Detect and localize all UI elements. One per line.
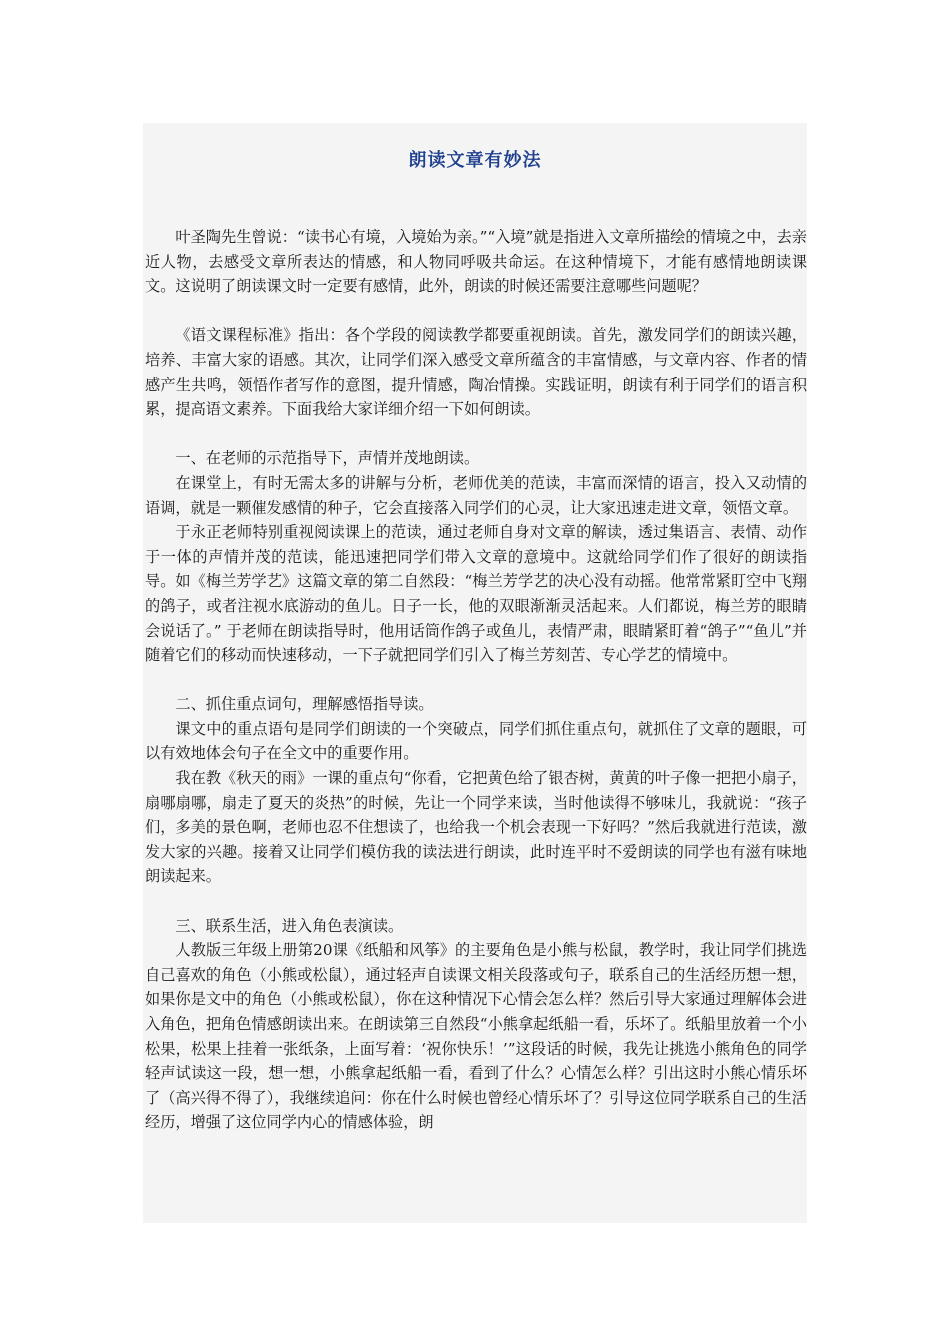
paragraph-spacer [145, 299, 807, 324]
paragraph: 于永正老师特别重视阅读课上的范读，通过老师自身对文章的解读，透过集语言、表情、动作于一体的声情并茂的范读，能迅速把同学们带入文章的意境中。这就给同学们作了很好的朗读指导。如《梅兰芳学艺》这篇文章的第二自然段：“梅兰芳学艺的决心没有动摇。他常常紧盯空中飞翔的鸽子，或者注视水底游动的鱼儿。日子一长，他的双眼渐渐灵活起来。人们都说，梅兰芳的眼睛会说话了。” 于老师在朗读指导时，他用话筒作鸽子或鱼儿，表情严肃，眼睛紧盯着“鸽子”“鱼儿”并随着它们的移动而快速移动，一下子就把同学们引入了梅兰芳刻苦、专心学艺的情境中。 [145, 523, 807, 665]
document-title: 朗读文章有妙法 [408, 150, 542, 171]
section-heading-2: 二、抓住重点词句，理解感悟指导读。 [175, 695, 434, 714]
document-body [145, 225, 807, 1135]
paragraph: 人教版三年级上册第20课《纸船和风筝》的主要角色是小熊与松鼠，教学时，我让同学们挑选自己喜欢的角色（小熊或松鼠），通过轻声自读课文相关段落或句子，联系自己的生活经历想一想，如果你是文中的角色（小熊或松鼠），你在这种情况下心情会怎么样？然后引导大家通过理解体会进入角色，把角色情感朗读出来。在朗读第三自然段“小熊拿起纸船一看，乐坏了。纸船里放着一个小松果，松果上挂着一张纸条，上面写着：‘祝你快乐！’”这段话的时候，我先让挑选小熊角色的同学轻声试读这一段，想一想，小熊拿起纸船一看，看到了什么？心情怎么样？引出这时小熊心情乐坏了（高兴得不得了），我继续追问：你在什么时候也曾经心情乐坏了？引导这位同学联系自己的生活经历，增强了这位同学内心的情感体验，朗 [145, 941, 807, 1132]
paragraph: 在课堂上，有时无需太多的讲解与分析，老师优美的范读，丰富而深情的语言，投入又动情的语调，就是一颗催发感情的种子，它会直接落入同学们的心灵，让大家迅速走进文章，领悟文章。 [145, 473, 807, 517]
paragraph-spacer [145, 668, 807, 693]
section-heading-1: 一、在老师的示范指导下，声情并茂地朗读。 [175, 449, 480, 468]
paragraph-spacer [145, 889, 807, 914]
paragraph: 我在教《秋天的雨》一课的重点句“你看，它把黄色给了银杏树，黄黄的叶子像一把把小扇子，扇哪扇哪，扇走了夏天的炎热”的时候，先让一个同学来读，当时他读得不够味儿，我就说：“孩子们，多美的景色啊，老师也忍不住想读了，也给我一个机会表现一下好吗？”然后我就进行范读，激发大家的兴趣。接着又让同学们模仿我的读法进行朗读，此时连平时不爱朗读的同学也有滋有味地朗读起来。 [145, 769, 807, 886]
section-heading-3: 三、联系生活，进入角色表演读。 [175, 916, 404, 935]
paragraph-standard: 《语文课程标准》指出：各个学段的阅读教学都要重视朗读。首先，激发同学们的朗读兴趣，培养、丰富大家的语感。其次，让同学们深入感受文章所蕴含的丰富情感，与文章内容、作者的情感产生共鸣，领悟作者写作的意图，提升情感，陶冶情操。实践证明，朗读有利于同学们的语言积累，提高语文素养。下面我给大家详细介绍一下如何朗读。 [145, 326, 807, 419]
paragraph-intro: 叶圣陶先生曾说：“读书心有境，入境始为亲。”“入境”就是指进入文章所描绘的情境之中，去亲近人物，去感受文章所表达的情感，和人物同呼吸共命运。在这种情境下，才能有感情地朗读课文。这说明了朗读课文时一定要有感情，此外，朗读的时候还需要注意哪些问题呢？ [145, 228, 807, 296]
paragraph-spacer [145, 422, 807, 447]
paragraph: 课文中的重点语句是同学们朗读的一个突破点，同学们抓住重点句，就抓住了文章的题眼，可以有效地体会句子在全文中的重要作用。 [145, 719, 807, 763]
